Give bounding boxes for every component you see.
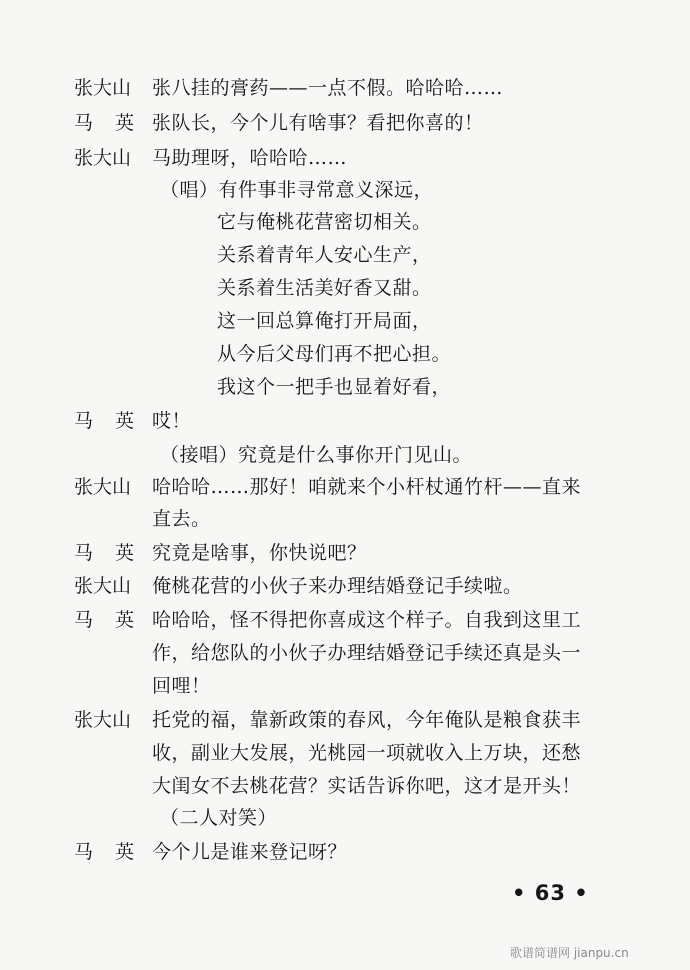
speaker-label: 张大山 <box>74 709 132 731</box>
speaker-label: 张大山 <box>74 147 132 169</box>
dialogue-line: 张队长，今个儿有啥事？看把你喜的！ <box>152 112 484 134</box>
dialogue-line: 俺桃花营的小伙子来办理结婚登记手续啦。 <box>152 575 523 597</box>
page-number: • 63 • <box>512 881 589 905</box>
dialogue-line: 作，给您队的小伙子办理结婚登记手续还真是头一 <box>152 642 582 664</box>
dialogue-line: 托党的福，靠新政策的春风，今年俺队是粮食获丰 <box>152 709 582 731</box>
speaker-label: 马英 <box>74 609 157 631</box>
dialogue-line: 哈哈哈……那好！咱就来个小杆杖通竹杆——直来 <box>152 476 582 498</box>
dialogue-line: 究竟是啥事，你快说吧？ <box>152 542 367 564</box>
verse-line: 关系着生活美好香又甜。 <box>217 277 432 299</box>
dialogue-line: 哈哈哈，怪不得把你喜成这个样子。自我到这里工 <box>152 609 582 631</box>
dialogue-line: 收，副业大发展，光桃园一项就收入上万块，还愁 <box>152 742 582 764</box>
dialogue-line: 马助理呀，哈哈哈…… <box>152 147 348 169</box>
speaker-label: 马英 <box>74 542 157 564</box>
dialogue-line: 大闺女不去桃花营？实话告诉你吧，这才是开头！ <box>152 775 582 797</box>
speaker-label: 马英 <box>74 841 157 863</box>
speaker-label: 马英 <box>74 112 157 134</box>
dialogue-line: 哎！ <box>152 410 192 432</box>
dialogue-line: 回哩！ <box>152 675 211 697</box>
stage-direction: （接唱）究竟是什么事你开门见山。 <box>160 444 473 466</box>
speaker-label: 张大山 <box>74 476 132 498</box>
verse-line: 我这个一把手也显着好看， <box>217 376 452 398</box>
watermark: 歌谱简谱网 jianpu.cn <box>510 946 629 960</box>
dialogue-line: 今个儿是谁来登记呀？ <box>152 841 348 863</box>
dialogue-line: 直去。 <box>152 508 211 530</box>
verse-line: 这一回总算俺打开局面， <box>217 310 432 332</box>
speaker-label: 张大山 <box>74 77 132 99</box>
speaker-label: 马英 <box>74 410 157 432</box>
verse-line: 关系着青年人安心生产， <box>217 244 432 266</box>
stage-direction: （唱）有件事非寻常意义深远， <box>160 179 434 201</box>
stage-direction: （二人对笑） <box>160 807 278 829</box>
verse-line: 从今后父母们再不把心担。 <box>217 343 452 365</box>
verse-line: 它与俺桃花营密切相关。 <box>217 211 432 233</box>
speaker-label: 张大山 <box>74 575 132 597</box>
dialogue-line: 张八挂的膏药——一点不假。哈哈哈…… <box>152 77 504 99</box>
